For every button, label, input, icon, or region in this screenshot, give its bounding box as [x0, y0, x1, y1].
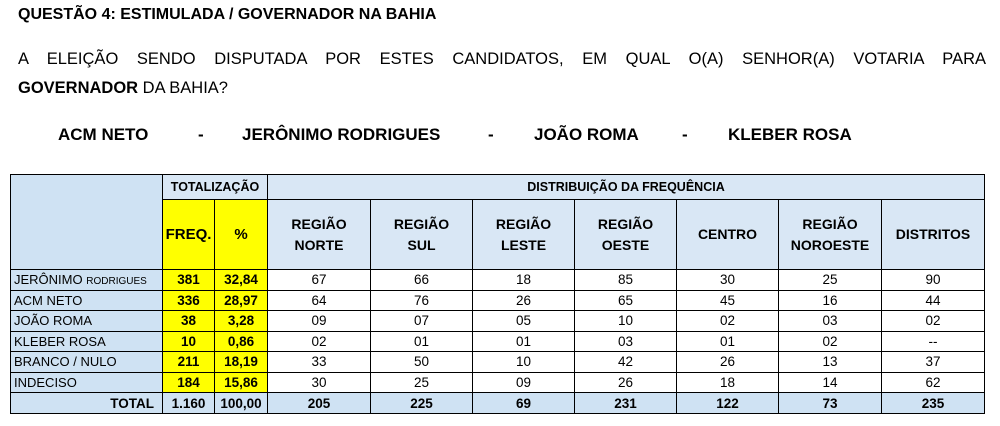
- header-region: [779, 200, 882, 270]
- cell-region-value: 85: [575, 270, 677, 291]
- cell-region-value: 26: [677, 352, 779, 373]
- total-label: TOTAL: [11, 393, 163, 414]
- cell-pct: 28,97: [215, 290, 268, 311]
- cell-region-value: 26: [473, 290, 575, 311]
- total-region-value: 225: [371, 393, 473, 414]
- cell-region-value: 26: [575, 372, 677, 393]
- cell-region-value: 30: [268, 372, 371, 393]
- cell-region-value: 13: [779, 352, 882, 373]
- cell-region-value: 45: [677, 290, 779, 311]
- header-region: [371, 200, 473, 270]
- total-region-value: 122: [677, 393, 779, 414]
- cell-freq: 381: [163, 270, 215, 291]
- cell-region-value: 02: [779, 331, 882, 352]
- cell-region-value: --: [882, 331, 985, 352]
- table-row: [11, 311, 985, 332]
- cell-pct: 18,19: [215, 352, 268, 373]
- candidate-acm-neto: ACM NETO: [58, 125, 149, 144]
- header-totalizacao: TOTALIZAÇÃO: [163, 175, 268, 200]
- candidate-joao-roma: JOÃO ROMA: [534, 125, 639, 144]
- cell-region-value: 01: [677, 331, 779, 352]
- total-pct: 100,00: [215, 393, 268, 414]
- cell-region-value: 62: [882, 372, 985, 393]
- question-text-end: DA BAHIA?: [138, 79, 228, 97]
- total-region-value: 73: [779, 393, 882, 414]
- cell-region-value: 42: [575, 352, 677, 373]
- cell-region-value: 10: [575, 311, 677, 332]
- region-label-line2: NORTE: [294, 236, 344, 253]
- question-text: [18, 45, 986, 103]
- cell-region-value: 50: [371, 352, 473, 373]
- header-region: [473, 200, 575, 270]
- row-label-text: BRANCO / NULO: [14, 354, 117, 370]
- row-label: [11, 270, 163, 291]
- cell-region-value: 44: [882, 290, 985, 311]
- cell-region-value: 16: [779, 290, 882, 311]
- header-region: [882, 200, 985, 270]
- cell-region-value: 02: [268, 331, 371, 352]
- cell-region-value: 25: [779, 270, 882, 291]
- region-label-line2: NOROESTE: [790, 236, 870, 253]
- region-label-line1: REGIÃO: [597, 215, 654, 232]
- row-label-small: RODRIGUES: [86, 276, 147, 288]
- cell-region-value: 66: [371, 270, 473, 291]
- cell-region-value: 02: [677, 311, 779, 332]
- row-label-text: INDECISO: [14, 374, 77, 390]
- corner-cell: [11, 175, 163, 270]
- cell-freq: 10: [163, 331, 215, 352]
- question-bold-word: GOVERNADOR: [18, 79, 139, 97]
- cell-region-value: 10: [473, 352, 575, 373]
- region-label-line1: REGIÃO: [291, 215, 347, 232]
- row-label: [11, 352, 163, 373]
- row-label: [11, 290, 163, 311]
- region-label-line1: REGIÃO: [495, 215, 552, 232]
- table-row: [11, 290, 985, 311]
- cell-region-value: 18: [473, 270, 575, 291]
- candidate-kleber-rosa: KLEBER ROSA: [728, 125, 852, 144]
- cell-region-value: 09: [268, 311, 371, 332]
- header-pct: %: [215, 200, 268, 270]
- row-label: [11, 311, 163, 332]
- cell-region-value: 14: [779, 372, 882, 393]
- cell-region-value: 01: [371, 331, 473, 352]
- header-region: [575, 200, 677, 270]
- cell-region-value: 30: [677, 270, 779, 291]
- row-label: [11, 331, 163, 352]
- cell-region-value: 02: [882, 311, 985, 332]
- total-region-value: 69: [473, 393, 575, 414]
- cell-pct: 0,86: [215, 331, 268, 352]
- row-label-text: ACM NETO: [14, 292, 83, 308]
- header-region: [677, 200, 779, 270]
- question-text-line2: [18, 74, 986, 103]
- region-label-line2: SUL: [407, 236, 436, 253]
- region-label-line1: CENTRO: [697, 226, 758, 242]
- cell-region-value: 67: [268, 270, 371, 291]
- row-label-text: KLEBER ROSA: [14, 333, 106, 349]
- total-region-value: 231: [575, 393, 677, 414]
- candidate-separator: -: [488, 125, 494, 144]
- cell-region-value: 37: [882, 352, 985, 373]
- cell-freq: 336: [163, 290, 215, 311]
- table-row: [11, 352, 985, 373]
- cell-region-value: 33: [268, 352, 371, 373]
- cell-pct: 32,84: [215, 270, 268, 291]
- cell-region-value: 25: [371, 372, 473, 393]
- cell-region-value: 05: [473, 311, 575, 332]
- region-label-line2: LESTE: [500, 236, 547, 253]
- cell-freq: 38: [163, 311, 215, 332]
- cell-region-value: 18: [677, 372, 779, 393]
- candidate-jeronimo: JERÔNIMO RODRIGUES: [242, 125, 441, 144]
- candidate-separator: -: [682, 125, 688, 144]
- total-region-value: 205: [268, 393, 371, 414]
- region-label-line2: OESTE: [601, 236, 650, 253]
- header-freq: FREQ.: [163, 200, 215, 270]
- cell-pct: 3,28: [215, 311, 268, 332]
- total-row: [11, 393, 985, 414]
- total-freq: 1.160: [163, 393, 215, 414]
- cell-region-value: 76: [371, 290, 473, 311]
- region-label-line1: DISTRITOS: [895, 226, 971, 242]
- cell-region-value: 64: [268, 290, 371, 311]
- row-label-text: JOÃO ROMA: [14, 313, 93, 329]
- table-row: [11, 331, 985, 352]
- question-text-line1: A ELEIÇÃO SENDO DISPUTADA POR ESTES CANDIDATOS, EM QUAL O(A) SENHOR(A) VOTARIA PARA: [18, 50, 986, 68]
- results-table: [10, 174, 985, 414]
- cell-region-value: 90: [882, 270, 985, 291]
- cell-region-value: 07: [371, 311, 473, 332]
- table-row: [11, 372, 985, 393]
- total-region-value: 235: [882, 393, 985, 414]
- region-label-line1: REGIÃO: [393, 215, 450, 232]
- cell-region-value: 03: [575, 331, 677, 352]
- cell-region-value: 03: [779, 311, 882, 332]
- candidate-separator: -: [198, 125, 204, 144]
- header-distribuicao: DISTRIBUIÇÃO DA FREQUÊNCIA: [268, 175, 985, 200]
- cell-region-value: 09: [473, 372, 575, 393]
- header-region: [268, 200, 371, 270]
- question-title: QUESTÃO 4: ESTIMULADA / GOVERNADOR NA BAHIA: [18, 6, 437, 23]
- cell-freq: 211: [163, 352, 215, 373]
- cell-region-value: 01: [473, 331, 575, 352]
- cell-freq: 184: [163, 372, 215, 393]
- cell-pct: 15,86: [215, 372, 268, 393]
- table-row: [11, 270, 985, 291]
- row-label: [11, 372, 163, 393]
- region-label-line1: REGIÃO: [802, 215, 858, 232]
- row-label-text: JERÔNIMO: [14, 272, 83, 288]
- cell-region-value: 65: [575, 290, 677, 311]
